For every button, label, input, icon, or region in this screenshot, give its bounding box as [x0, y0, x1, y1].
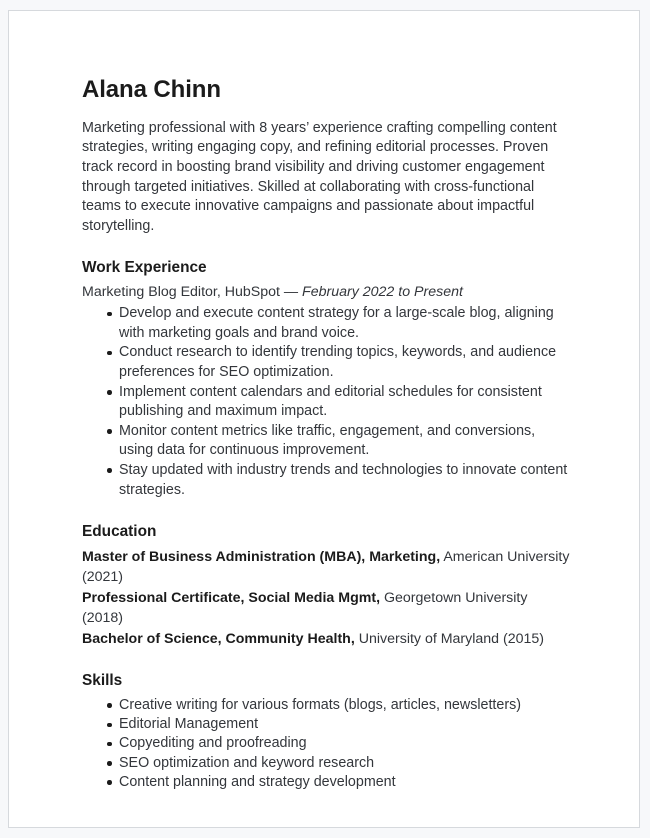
- education-entry: [82, 629, 570, 649]
- list-item-text: Stay updated with industry trends and technologies to innovate content strategies.: [119, 461, 568, 498]
- section-heading-education: Education: [82, 523, 157, 541]
- bullet-dot-icon: [107, 390, 112, 395]
- list-item-text: Develop and execute content strategy for a large-scale blog, aligning with marketing goals and brand voice.: [119, 305, 554, 341]
- list-item: [82, 715, 570, 734]
- job-title-company: Marketing Blog Editor, HubSpot —: [82, 284, 303, 301]
- list-item: [82, 422, 570, 461]
- skills-bullet-list: [82, 696, 570, 792]
- bullet-dot-icon: [107, 312, 112, 317]
- bullet-dot-icon: [107, 723, 112, 728]
- education-entry: [82, 547, 570, 588]
- list-item-text: Monitor content metrics like traffic, engagement, and conversions, using data for continuous improvement.: [119, 422, 536, 459]
- list-item-text: Content planning and strategy development: [119, 773, 396, 790]
- education-degree: Bachelor of Science, Community Health,: [82, 630, 355, 647]
- list-item: [82, 304, 570, 343]
- list-item-text: Creative writing for various formats (blogs, articles, newsletters): [119, 696, 522, 713]
- bullet-dot-icon: [107, 429, 112, 434]
- list-item-text: Conduct research to identify trending topics, keywords, and audience preferences for SEO optimization.: [119, 344, 557, 380]
- professional-summary: Marketing professional with 8 years’ experience crafting compelling content strategies, writing engaging copy, and refining editorial processes. Proven track record in boosting brand visibility and driving customer engagement through targeted initiatives. Skilled at collaborating with cross-functional teams to execute innovative campaigns and passionate about impactful storytelling.: [82, 119, 557, 234]
- education-degree: Master of Business Administration (MBA), Marketing,: [82, 548, 441, 565]
- list-item: [82, 754, 570, 773]
- bullet-dot-icon: [107, 351, 112, 356]
- list-item-text: Copyediting and proofreading: [119, 735, 307, 752]
- list-item: [82, 696, 570, 715]
- list-item: [82, 343, 570, 382]
- bullet-dot-icon: [107, 780, 112, 785]
- section-heading-skills: Skills: [82, 671, 123, 689]
- section-skills: [82, 671, 570, 792]
- work-experience-bullet-list: [82, 304, 570, 500]
- job-entry-header: [82, 283, 570, 302]
- list-item-text: SEO optimization and keyword research: [119, 754, 375, 771]
- bullet-dot-icon: [107, 468, 112, 473]
- list-item-text: Editorial Management: [119, 716, 259, 733]
- education-institution: American University (2021): [82, 548, 570, 586]
- resume-content: [82, 76, 570, 792]
- job-date-range: February 2022 to Present: [302, 284, 463, 301]
- bullet-dot-icon: [107, 742, 112, 747]
- education-institution: Georgetown University (2018): [82, 589, 528, 627]
- education-entry: [82, 588, 570, 629]
- list-item: [82, 734, 570, 753]
- bullet-dot-icon: [107, 761, 112, 766]
- list-item: [82, 773, 570, 792]
- education-institution: University of Maryland (2015): [354, 630, 545, 647]
- list-item: [82, 383, 570, 422]
- list-item-text: Implement content calendars and editorial schedules for consistent publishing and maximum impact.: [119, 383, 542, 420]
- list-item: [82, 461, 570, 500]
- page-title: Alana Chinn: [82, 76, 221, 103]
- bullet-dot-icon: [107, 703, 112, 708]
- section-heading-work-experience: Work Experience: [82, 259, 207, 277]
- resume-page: [8, 10, 640, 828]
- education-degree: Professional Certificate, Social Media Mgmt,: [82, 589, 381, 606]
- section-work-experience: [82, 258, 570, 500]
- section-education: [82, 522, 570, 649]
